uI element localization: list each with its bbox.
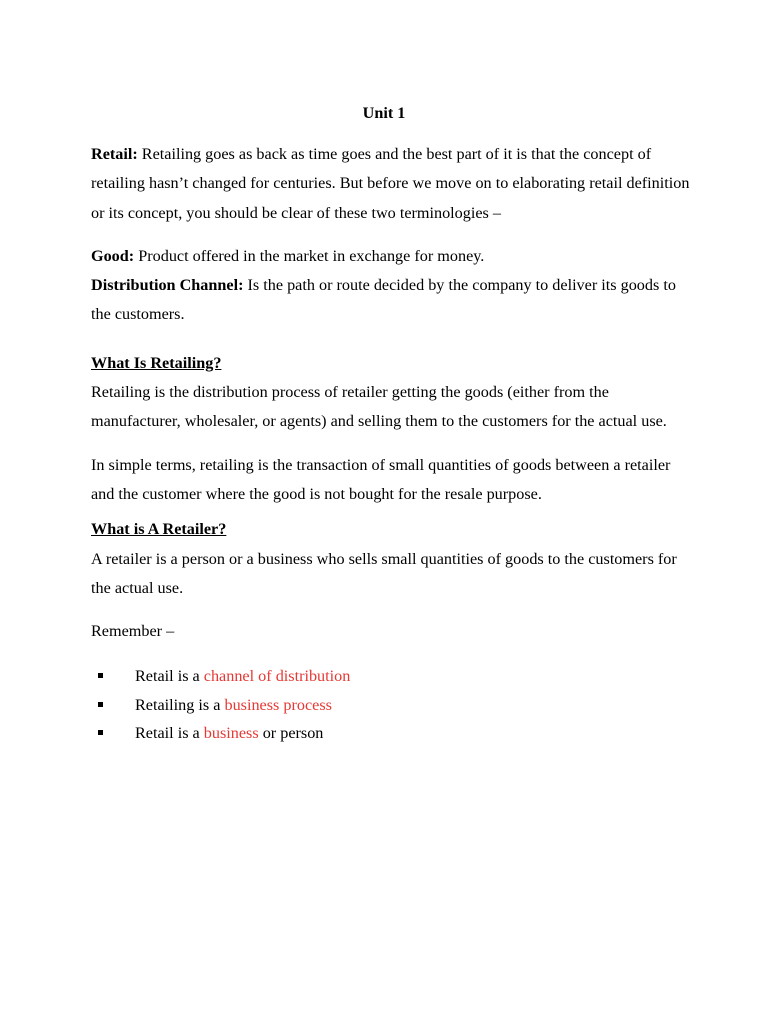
retail-text: Retailing goes as back as time goes and the best part of it is that the concept of retailing hasn’t changed for centuries. But before we move on to elaborating retail definition or its concept, you should be clear of these two terminologies – [91,145,690,222]
retail-paragraph [91,140,691,228]
list-item-prefix: Retail is a [135,724,204,743]
list-item-suffix: or person [258,724,324,743]
page-title: Unit 1 [362,104,406,122]
distribution-channel-text: Is the path or route decided by the company to deliver its goods to the customers. [91,276,676,324]
retail-label: Retail: [91,145,138,163]
list-item [91,719,691,748]
distribution-channel-label: Distribution Channel: [91,276,244,295]
list-item [91,662,691,691]
document-body [91,140,691,748]
square-bullet-icon [98,673,103,678]
list-item-highlight: business process [224,695,332,714]
remember-label: Remember – [91,622,175,641]
good-label: Good: [91,246,135,265]
what-is-retailing-paragraph-2: In simple terms, retailing is the transaction of small quantities of goods between a retailer and the customer where the good is not bought for the resale purpose. [91,455,671,503]
list-item-highlight: business [203,724,259,743]
good-text: Product offered in the market in exchange for money. [134,246,485,265]
what-is-retailer-paragraph: A retailer is a person or a business who sells small quantities of goods to the customers for the actual use. [91,549,677,597]
list-item-prefix: Retail is a [135,667,204,686]
list-item-prefix: Retailing is a [135,695,225,714]
what-is-retailing-heading: What Is Retailing? [91,353,222,372]
square-bullet-icon [98,702,103,707]
remember-list [91,662,691,748]
what-is-retailing-paragraph-1: Retailing is the distribution process of retailer getting the goods (either from the manufacturer, wholesaler, or agents) and selling them to the customers for the actual use. [91,383,667,431]
square-bullet-icon [98,730,103,735]
list-item-highlight: channel of distribution [203,667,351,686]
what-is-retailer-heading: What is A Retailer? [91,520,227,539]
good-paragraph [91,242,691,271]
distribution-channel-paragraph [91,271,691,330]
list-item [91,691,691,720]
